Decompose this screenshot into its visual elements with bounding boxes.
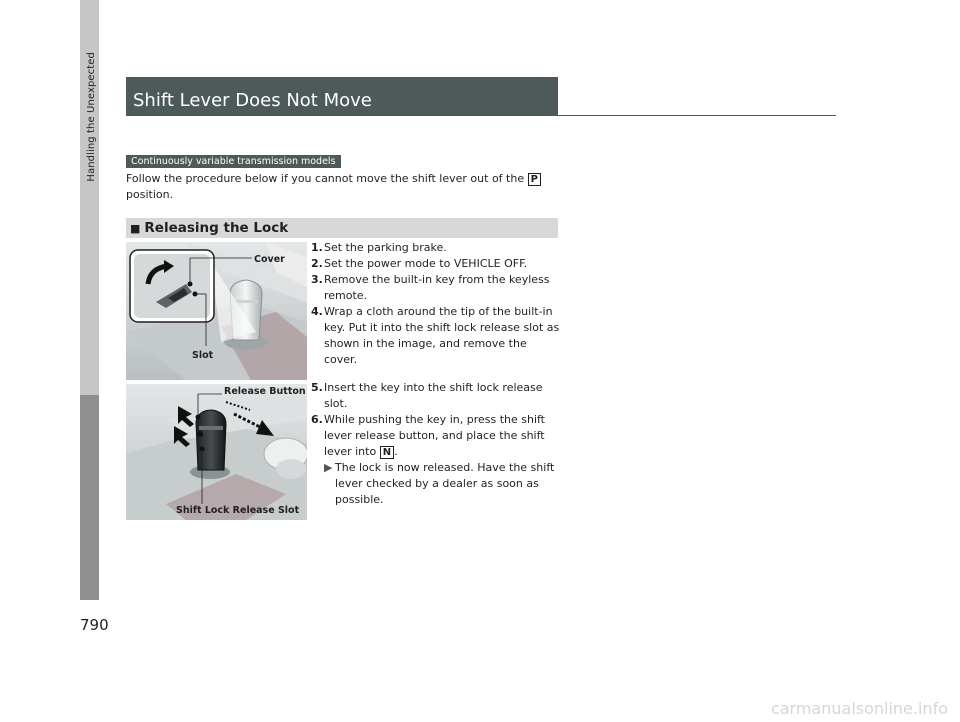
step-text: Wrap a cloth around the tip of the built-in key. Put it into the shift lock release slot as shown in the image, and remove the cover. bbox=[324, 305, 560, 366]
step-number: 4. bbox=[311, 305, 323, 318]
title-rule bbox=[558, 115, 836, 116]
figure-cover-slot bbox=[126, 242, 307, 380]
step-text: Remove the built-in key from the keyless remote. bbox=[324, 273, 550, 302]
park-key-symbol: P bbox=[528, 173, 541, 186]
result-arrow-icon: ▶ bbox=[324, 461, 333, 474]
chapter-label: Handling the Unexpected bbox=[86, 52, 97, 182]
model-badge: Continuously variable transmission models bbox=[126, 155, 341, 168]
intro-paragraph bbox=[126, 171, 546, 203]
chapter-side-tab-active bbox=[80, 395, 99, 600]
step-number: 1. bbox=[311, 241, 323, 254]
result-note bbox=[311, 460, 561, 508]
page-title-bar bbox=[126, 77, 558, 116]
section-title-text: Releasing the Lock bbox=[144, 220, 289, 236]
step-item bbox=[311, 380, 561, 412]
callout-shift-lock-release-slot: Shift Lock Release Slot bbox=[176, 505, 300, 516]
step-item bbox=[311, 240, 561, 256]
step-item bbox=[311, 272, 561, 304]
steps-list-2 bbox=[311, 380, 561, 508]
result-text: The lock is now released. Have the shift lever checked by a dealer as soon as possible. bbox=[335, 461, 555, 506]
step-number: 5. bbox=[311, 381, 323, 394]
callout-release-button: Release Button bbox=[224, 386, 306, 397]
section-title bbox=[130, 220, 288, 236]
step-text-end: . bbox=[394, 445, 398, 458]
intro-text-after: position. bbox=[126, 188, 174, 201]
figure-release-button bbox=[126, 384, 307, 520]
intro-text-before: Follow the procedure below if you cannot move the shift lever out of the bbox=[126, 172, 528, 185]
step-text: Set the power mode to VEHICLE OFF. bbox=[324, 257, 528, 270]
step-number: 2. bbox=[311, 257, 323, 270]
page-number: 790 bbox=[80, 616, 109, 634]
page-title: Shift Lever Does Not Move bbox=[133, 90, 372, 111]
step-text: While pushing the key in, press the shift lever release button, and place the shift lever into bbox=[324, 413, 545, 458]
callout-slot: Slot bbox=[192, 350, 214, 361]
step-item bbox=[311, 304, 561, 368]
step-number: 6. bbox=[311, 413, 323, 426]
step-item bbox=[311, 256, 561, 272]
callout-cover: Cover bbox=[254, 254, 285, 265]
neutral-key-symbol: N bbox=[380, 446, 394, 459]
watermark: carmanualsonline.info bbox=[770, 699, 948, 718]
step-text: Insert the key into the shift lock release slot. bbox=[324, 381, 543, 410]
steps-list-1 bbox=[311, 240, 561, 368]
shift-console-illustration-2 bbox=[126, 384, 307, 520]
step-text: Set the parking brake. bbox=[324, 241, 447, 254]
step-item bbox=[311, 412, 561, 460]
section-marker-icon: ■ bbox=[130, 222, 141, 235]
step-number: 3. bbox=[311, 273, 323, 286]
section-heading-bar bbox=[126, 218, 558, 238]
